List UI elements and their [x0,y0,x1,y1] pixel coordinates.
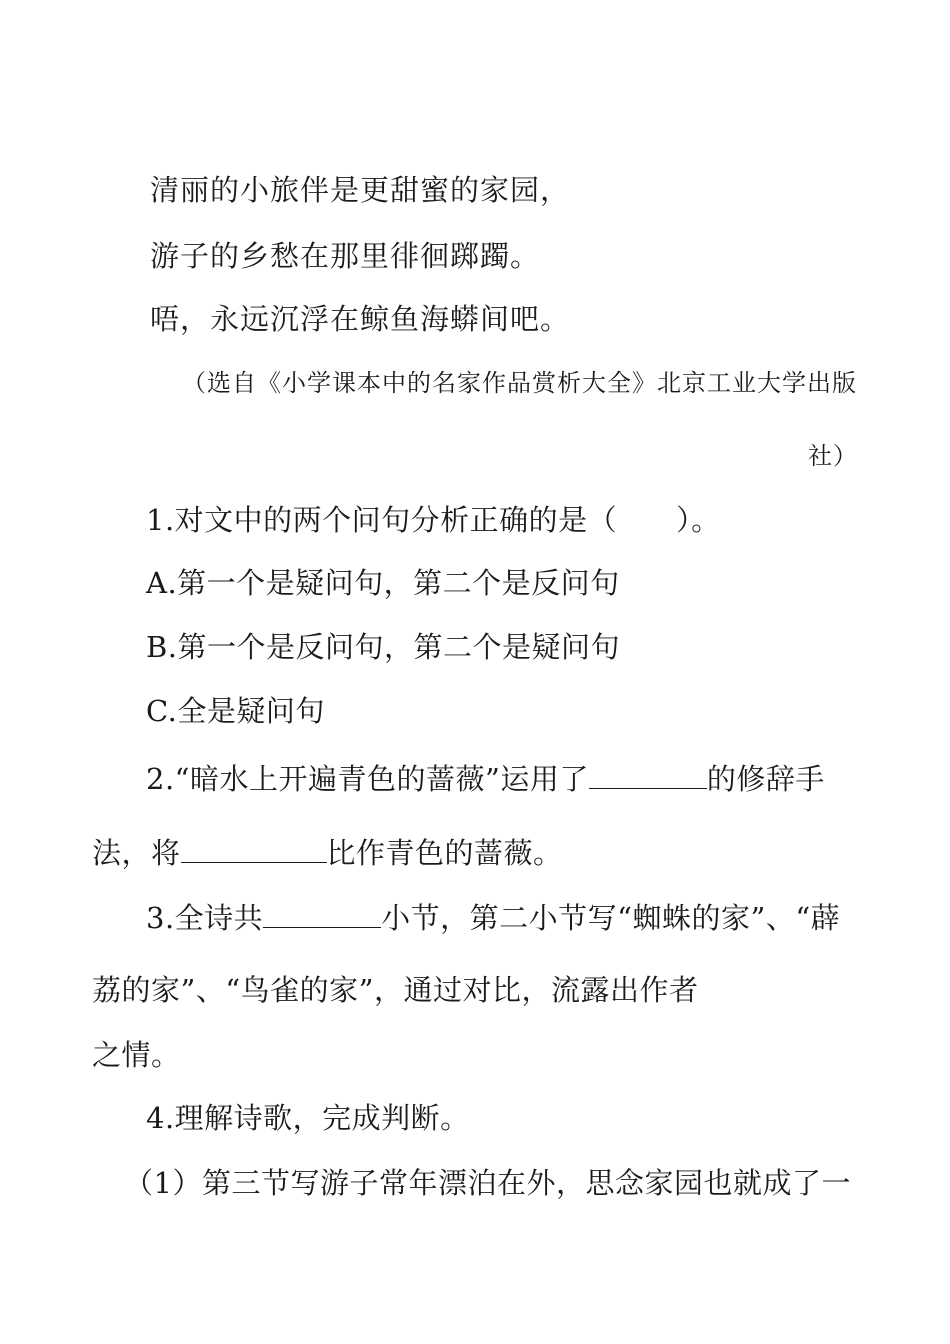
question-2-line-1 [146,762,825,794]
question-2-text-a: 2.“暗水上开遍青色的蔷薇”运用了 [146,762,589,796]
question-2-text-c: 法，将 [92,836,181,870]
source-citation-end: 社） [808,442,858,470]
poem-line-3: 唔，永远沉浮在鲸鱼海蟒间吧。 [150,302,571,336]
question-3-text-b: 小节，第二小节写“蜘蛛的家”、“薜 [381,901,841,935]
answer-blank[interactable] [181,836,327,863]
source-citation: （选自《小学课本中的名家作品赏析大全》北京工业大学出版 [182,369,857,397]
question-3-line-1 [146,901,840,933]
question-3-line-3: 之情。 [92,1038,181,1072]
question-2-line-2 [92,836,563,868]
question-1-option-c: C.全是疑问句 [146,694,325,728]
question-3-line-2: 荔的家”、“鸟雀的家”，通过对比，流露出作者 [92,973,699,1007]
question-4-sub-1: （1）第三节写游子常年漂泊在外，思念家园也就成了一 [124,1166,851,1200]
question-3-text-a: 3.全诗共 [146,901,264,935]
question-1-option-b: B.第一个是反问句，第二个是疑问句 [146,630,621,664]
question-1-stem: 1.对文中的两个问句分析正确的是（ ）。 [146,503,721,537]
poem-line-1: 清丽的小旅伴是更甜蜜的家园， [150,173,571,207]
question-1-option-a: A.第一个是疑问句，第二个是反问句 [146,566,620,600]
question-2-text-b: 的修辞手 [706,762,825,796]
question-2-text-d: 比作青色的蔷薇。 [326,836,563,870]
answer-blank[interactable] [263,901,381,928]
answer-blank[interactable] [589,762,707,789]
question-4-stem: 4.理解诗歌，完成判断。 [146,1101,470,1135]
poem-line-2: 游子的乡愁在那里徘徊踯躅。 [150,239,541,273]
